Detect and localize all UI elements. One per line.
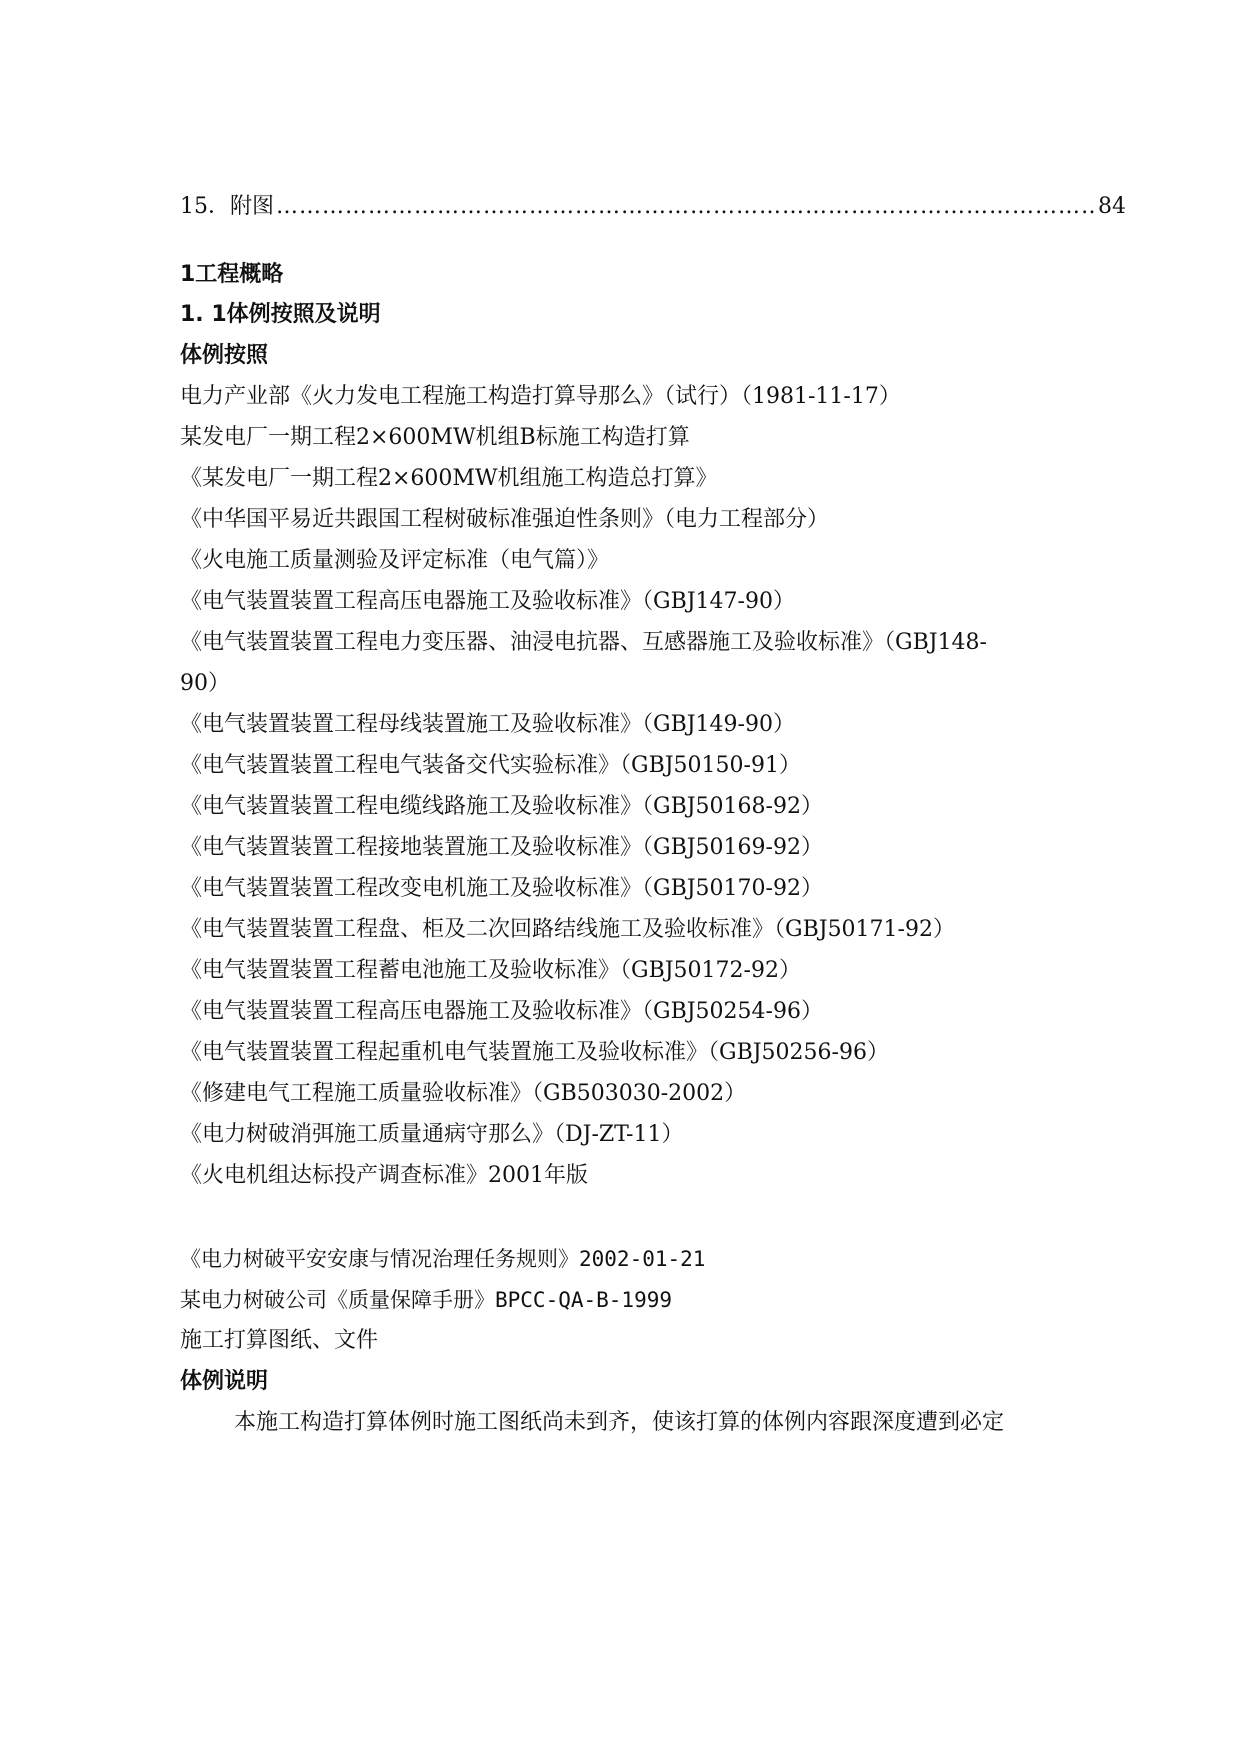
basis-item: 《电气装置装置工程起重机电气装置施工及验收标准》（GBJ50256-96）	[180, 1040, 889, 1065]
toc-entry[interactable]	[180, 192, 1126, 222]
basis-item: 《电气装置装置工程高压电器施工及验收标准》（GBJ147-90）	[180, 589, 795, 614]
section-heading-1: 1工程概略	[180, 262, 284, 287]
basis-item: 《电气装置装置工程高压电器施工及验收标准》（GBJ50254-96）	[180, 999, 823, 1024]
basis-item: 《电气装置装置工程盘、柜及二次回路结线施工及验收标准》（GBJ50171-92）	[180, 917, 955, 942]
basis-item: 电力产业部《火力发电工程施工构造打算导那么》（试行）（1981-11-17）	[180, 384, 901, 409]
basis-item: 《火电机组达标投产调查标准》2001年版	[180, 1163, 588, 1188]
basis-item: 《电力树破消弭施工质量通病守那么》（DJ-ZT-11）	[180, 1122, 684, 1147]
subheading-basis: 体例按照	[180, 343, 269, 368]
basis-item: 《电气装置装置工程电力变压器、油浸电抗器、互感器施工及验收标准》（GBJ148-	[180, 630, 987, 655]
basis-item: 《某发电厂一期工程2×600MW机组施工构造总打算》	[180, 466, 718, 491]
note-paragraph: 本施工构造打算体例时施工图纸尚未到齐，使该打算的体例内容跟深度遭到必定	[234, 1410, 1005, 1435]
section-heading-1-1: 1. 1体例按照及说明	[180, 302, 381, 327]
toc-entry-title: 15．附图	[180, 194, 274, 219]
basis-item: 《电力树破平安安康与情况治理任务规则》2002-01-21	[180, 1247, 706, 1271]
basis-item: 《电气装置装置工程母线装置施工及验收标准》（GBJ149-90）	[180, 712, 795, 737]
basis-item-continuation: 90）	[180, 671, 230, 696]
toc-leader-dots	[276, 192, 1096, 222]
basis-item: 某电力树破公司《质量保障手册》BPCC-QA-B-1999	[180, 1288, 673, 1312]
basis-item: 《中华国平易近共跟国工程树破标准强迫性条则》（电力工程部分）	[180, 507, 830, 532]
basis-item: 《电气装置装置工程电气装备交代实验标准》（GBJ50150-91）	[180, 753, 801, 778]
basis-item: 《火电施工质量测验及评定标准（电气篇）》	[180, 548, 610, 573]
basis-item: 《电气装置装置工程电缆线路施工及验收标准》（GBJ50168-92）	[180, 794, 823, 819]
basis-item: 《电气装置装置工程改变电机施工及验收标准》（GBJ50170-92）	[180, 876, 823, 901]
basis-item: 某发电厂一期工程2×600MW机组B标施工构造打算	[180, 425, 690, 450]
toc-entry-page: 84	[1098, 194, 1126, 219]
basis-item: 《电气装置装置工程蓄电池施工及验收标准》（GBJ50172-92）	[180, 958, 801, 983]
basis-item: 《电气装置装置工程接地装置施工及验收标准》（GBJ50169-92）	[180, 835, 823, 860]
basis-item: 施工打算图纸、文件	[180, 1328, 379, 1353]
subheading-note: 体例说明	[180, 1369, 269, 1394]
basis-item: 《修建电气工程施工质量验收标准》（GB503030-2002）	[180, 1081, 747, 1106]
